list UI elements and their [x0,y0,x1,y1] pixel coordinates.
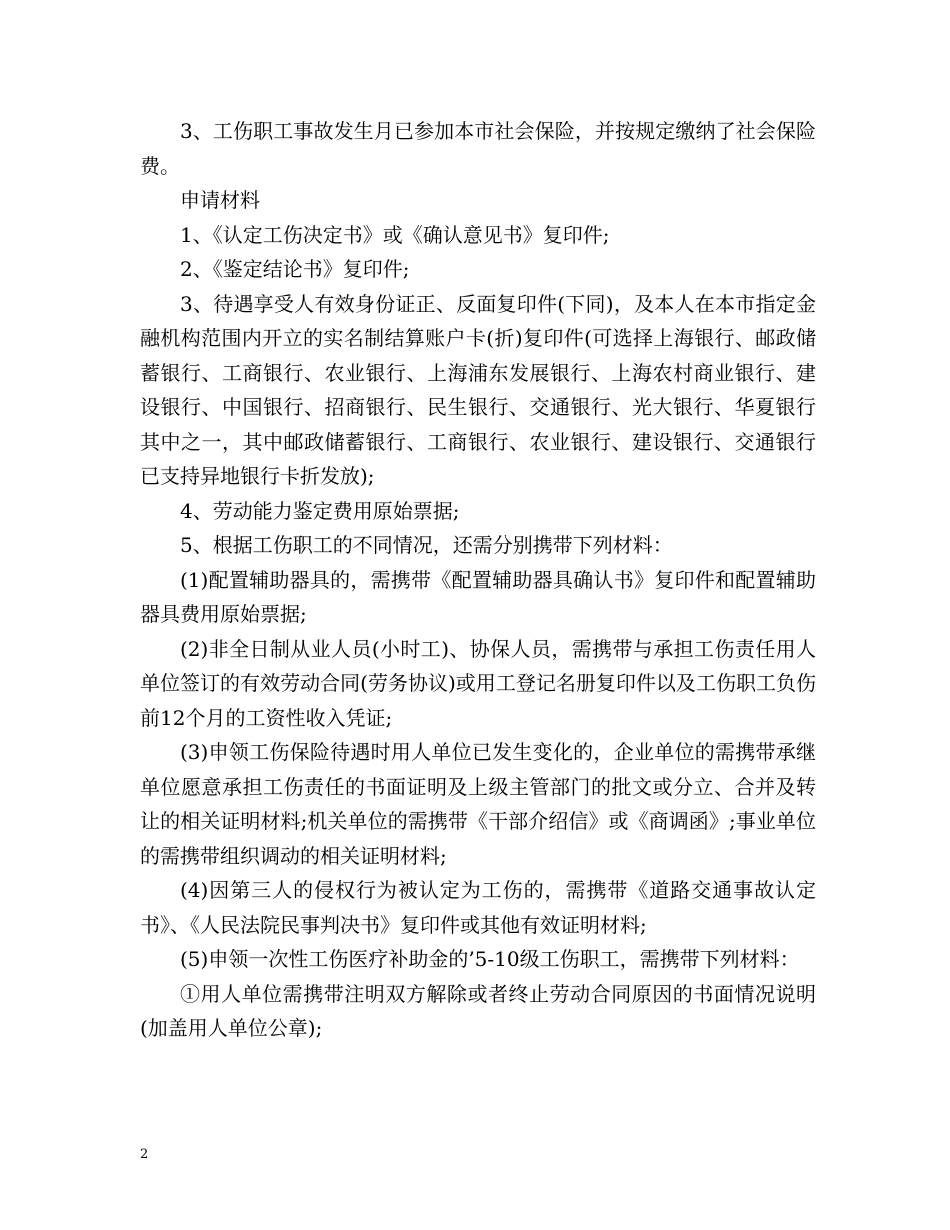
sub-item-1: (1)配置辅助器具的，需携带《配置辅助器具确认书》复印件和配置辅助器具费用原始票据; [140,567,816,626]
list-item-material-5: 5、根据工伤职工的不同情况，还需分别携带下列材料： [180,533,673,557]
sub-item-4: (4)因第三人的侵权行为被认定为工伤的，需携带《道路交通事故认定书》、《人民法院民事判决书》复印件或其他有效证明材料; [140,878,816,937]
list-item-material-4: 4、劳动能力鉴定费用原始票据; [180,498,460,523]
page-number: 2 [140,1147,149,1162]
paragraph-social-insurance-condition: 3、工伤职工事故发生月已参加本市社会保险，并按规定缴纳了社会保险费。 [140,119,816,178]
list-item-material-3: 3、待遇享受人有效身份证正、反面复印件(下同)，及本人在本市指定金融机构范围内开立的实名制结算账户卡(折)复印件(可选择上海银行、邮政储蓄银行、工商银行、农业银行、上海浦东发展银行、上海农村商业银行、建设银行、中国银行、招商银行、民生银行、交通银行、光大银行、华夏银行其中之一，其中邮政储蓄银行、工商银行、农业银行、建设银行、交通银行已支持异地银行卡折发放); [140,291,816,488]
sub-item-5: (5)申领一次性工伤医疗补助金的’5-10级工伤职工，需携带下列材料： [180,947,800,971]
sub-sub-item-1: ①用人单位需携带注明双方解除或者终止劳动合同原因的书面情况说明(加盖用人单位公章); [140,981,816,1040]
sub-item-2: (2)非全日制从业人员(小时工)、协保人员，需携带与承担工伤责任用人单位签订的有效劳动合同(劳务协议)或用工登记名册复印件以及工伤职工负伤前12个月的工资性收入凭证; [140,636,816,730]
document-body [140,114,816,1046]
list-item-material-1: 1、《认定工伤决定书》或《确认意见书》复印件; [180,222,610,247]
list-item-material-2: 2、《鉴定结论书》复印件; [180,257,410,281]
sub-item-3: (3)申领工伤保险待遇时用人单位已发生变化的，企业单位的需携带承继单位愿意承担工伤责任的书面证明及上级主管部门的批文或分立、合并及转让的相关证明材料;机关单位的需携带《干部介绍信》或《商调函》;事业单位的需携带组织调动的相关证明材料; [140,740,816,868]
heading-application-materials: 申请材料 [180,188,260,212]
